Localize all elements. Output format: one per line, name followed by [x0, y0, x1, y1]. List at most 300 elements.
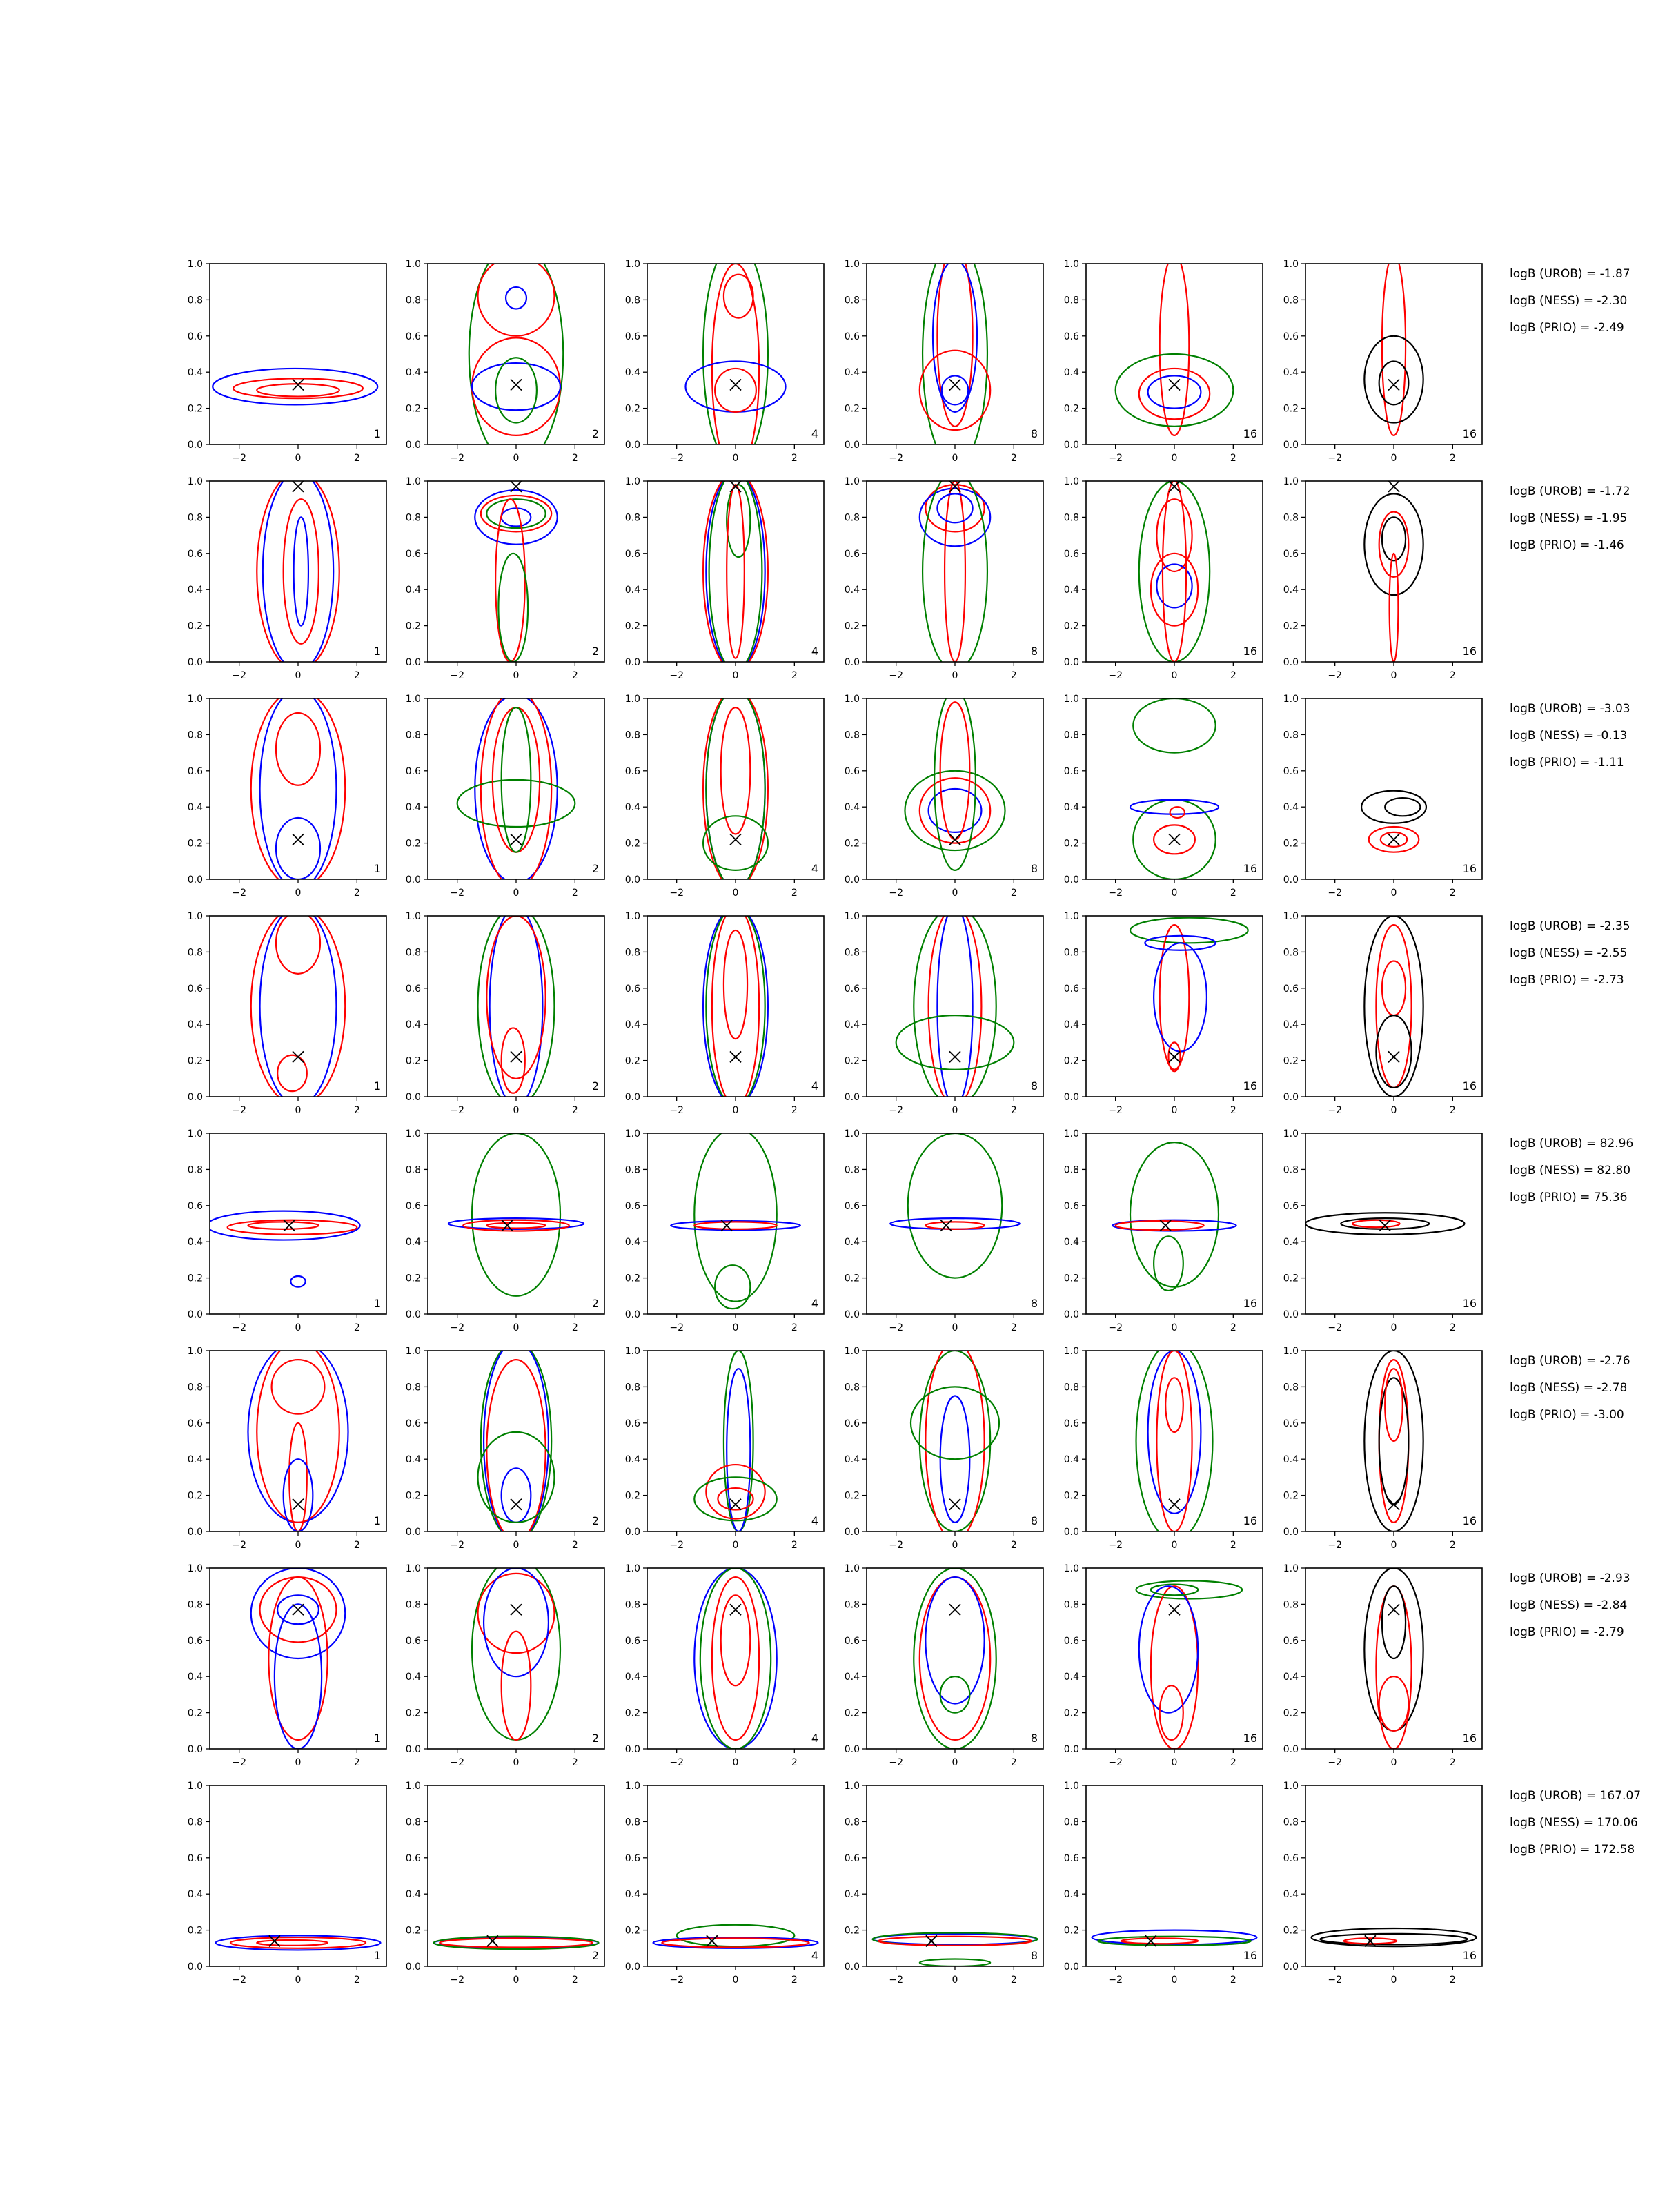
x-tick-label: 0 — [952, 1757, 958, 1768]
contour-blue — [290, 1276, 305, 1287]
y-tick-label: 0.0 — [1063, 657, 1079, 668]
panel-r8-c1 — [188, 1781, 386, 1986]
y-tick-label: 0.6 — [844, 1635, 860, 1647]
panel-corner-label: 4 — [811, 1079, 818, 1093]
panel-r6-c1 — [188, 1342, 386, 1551]
contour-red — [925, 1222, 984, 1229]
panel-corner-label: 16 — [1243, 427, 1257, 440]
y-tick-label: 0.8 — [187, 1817, 203, 1828]
panel-r3-c6 — [1283, 694, 1482, 899]
y-tick-label: 0.0 — [187, 440, 203, 451]
y-tick-label: 0.8 — [187, 295, 203, 306]
axes-frame — [428, 1133, 604, 1314]
y-tick-label: 0.6 — [1283, 1200, 1299, 1212]
axes-frame — [210, 916, 386, 1097]
logb-annotation: logB (NESS) = -2.55 — [1510, 946, 1628, 960]
contour-black — [1312, 1928, 1477, 1946]
x-tick-label: 0 — [1390, 1322, 1397, 1333]
y-tick-label: 0.6 — [1063, 548, 1079, 560]
y-tick-label: 1.0 — [1063, 911, 1079, 922]
x-tick-label: 0 — [295, 1322, 302, 1333]
y-tick-label: 0.0 — [1283, 1961, 1299, 1973]
panel-r1-c1 — [188, 259, 386, 464]
y-tick-label: 0.2 — [844, 1707, 860, 1719]
contour-red — [715, 369, 756, 412]
contour-red — [920, 1577, 990, 1740]
x-tick-label: 2 — [353, 1105, 360, 1116]
contour-red — [1382, 961, 1406, 1016]
y-tick-label: 0.6 — [405, 1418, 421, 1429]
x-tick-label: −2 — [1328, 1540, 1342, 1551]
x-tick-label: 0 — [295, 670, 302, 681]
y-tick-label: 0.0 — [1063, 1961, 1079, 1973]
axes-frame — [647, 698, 824, 879]
y-tick-label: 0.2 — [624, 1490, 640, 1502]
y-tick-label: 0.4 — [844, 367, 860, 379]
axes-frame — [1305, 264, 1482, 444]
y-tick-label: 0.6 — [1063, 765, 1079, 777]
x-tick-label: 2 — [571, 1322, 578, 1333]
y-tick-label: 0.8 — [844, 1382, 860, 1393]
x-tick-label: −2 — [889, 1322, 903, 1333]
x-tick-label: −2 — [1108, 1105, 1123, 1116]
y-tick-label: 0.8 — [1283, 295, 1299, 306]
y-tick-label: 0.0 — [405, 1527, 421, 1538]
x-tick-label: 2 — [1230, 1540, 1236, 1551]
panel-r3-c5 — [1064, 694, 1263, 899]
y-tick-label: 0.6 — [624, 765, 640, 777]
x-tick-label: 2 — [1010, 1322, 1017, 1333]
y-tick-label: 0.6 — [624, 548, 640, 560]
panel-corner-label: 8 — [1030, 1297, 1038, 1310]
contour-blue — [490, 907, 543, 1106]
contour-green — [706, 689, 765, 888]
panel-corner-label: 2 — [591, 645, 599, 658]
panel-r8-c5 — [1064, 1781, 1263, 1986]
y-tick-label: 0.0 — [405, 1309, 421, 1320]
x-tick-label: −2 — [1328, 888, 1342, 899]
axes-frame — [210, 264, 386, 444]
panel-corner-label: 8 — [1030, 427, 1038, 440]
contour-group — [1116, 255, 1234, 435]
panel-r1-c5 — [1064, 255, 1263, 464]
panel-r7-c2 — [406, 1559, 604, 1768]
contour-blue — [1154, 943, 1207, 1051]
y-tick-label: 0.8 — [1063, 1164, 1079, 1176]
logb-annotation: logB (NESS) = -0.13 — [1510, 729, 1628, 743]
y-tick-label: 0.0 — [1063, 1092, 1079, 1103]
x-tick-label: 0 — [952, 1540, 958, 1551]
y-tick-label: 1.0 — [1283, 476, 1299, 487]
x-tick-label: −2 — [1328, 1975, 1342, 1986]
contour-green — [706, 907, 765, 1106]
y-tick-label: 0.4 — [405, 1889, 421, 1901]
y-tick-label: 0.4 — [1063, 1672, 1079, 1683]
y-tick-label: 0.8 — [844, 295, 860, 306]
contour-red — [727, 485, 745, 658]
contour-blue — [502, 1468, 531, 1523]
contour-green — [896, 1015, 1014, 1070]
x-tick-label: −2 — [232, 1322, 246, 1333]
y-tick-label: 0.4 — [624, 1889, 640, 1901]
contour-black — [1364, 1568, 1423, 1731]
panel-r7-c1 — [188, 1563, 386, 1768]
contour-group — [248, 1342, 348, 1531]
contour-blue — [484, 1568, 549, 1676]
x-tick-label: 2 — [1449, 1540, 1456, 1551]
panel-corner-label: 2 — [591, 1079, 599, 1093]
x-tick-label: −2 — [450, 1975, 464, 1986]
y-tick-label: 0.6 — [405, 331, 421, 342]
panel-r6-c2 — [406, 1342, 604, 1551]
x-tick-label: 2 — [1010, 1757, 1017, 1768]
y-tick-label: 0.4 — [405, 802, 421, 814]
panel-r6-c5 — [1064, 1342, 1263, 1551]
contour-green — [911, 1387, 999, 1459]
logb-annotation: logB (NESS) = -1.95 — [1510, 511, 1628, 525]
y-tick-label: 0.6 — [405, 765, 421, 777]
panel-r3-c2 — [406, 689, 604, 899]
y-tick-label: 1.0 — [624, 911, 640, 922]
y-tick-label: 0.0 — [624, 874, 640, 885]
y-tick-label: 0.4 — [844, 1454, 860, 1466]
x-tick-label: −2 — [232, 1540, 246, 1551]
row-1 — [188, 242, 1630, 473]
x-tick-label: 0 — [513, 1322, 520, 1333]
y-tick-label: 0.2 — [187, 1707, 203, 1719]
y-tick-label: 0.4 — [1283, 802, 1299, 814]
x-tick-label: 2 — [1230, 1105, 1236, 1116]
y-tick-label: 0.6 — [405, 1852, 421, 1864]
panel-r6-c6 — [1283, 1346, 1482, 1551]
x-tick-label: 0 — [1390, 453, 1397, 464]
panel-r2-c1 — [188, 472, 386, 681]
y-tick-label: 1.0 — [1283, 1563, 1299, 1574]
logb-annotations — [1510, 702, 1630, 770]
contour-group — [216, 1935, 381, 1950]
y-tick-label: 0.4 — [1283, 1889, 1299, 1901]
y-tick-label: 0.4 — [624, 1672, 640, 1683]
y-tick-label: 1.0 — [187, 1563, 203, 1574]
y-tick-label: 1.0 — [624, 259, 640, 270]
y-tick-label: 0.2 — [405, 1055, 421, 1067]
y-tick-label: 0.0 — [187, 1961, 203, 1973]
y-tick-label: 0.4 — [187, 1019, 203, 1031]
contour-group — [469, 242, 564, 467]
y-tick-label: 0.8 — [624, 730, 640, 741]
x-tick-label: 0 — [295, 1757, 302, 1768]
contour-red — [257, 472, 339, 671]
x-tick-label: 0 — [1390, 1757, 1397, 1768]
y-tick-label: 0.6 — [844, 1418, 860, 1429]
x-tick-label: 2 — [571, 888, 578, 899]
y-tick-label: 0.4 — [187, 367, 203, 379]
y-tick-label: 0.4 — [1283, 1019, 1299, 1031]
x-tick-label: −2 — [232, 1975, 246, 1986]
y-tick-label: 0.4 — [187, 1889, 203, 1901]
y-tick-label: 0.0 — [1063, 1744, 1079, 1755]
x-tick-label: 0 — [513, 888, 520, 899]
contour-blue — [937, 493, 972, 522]
y-tick-label: 1.0 — [187, 1346, 203, 1357]
panel-corner-label: 16 — [1462, 862, 1477, 875]
contour-black — [1364, 493, 1423, 595]
y-tick-label: 0.4 — [844, 1672, 860, 1683]
y-tick-label: 0.6 — [187, 1635, 203, 1647]
y-tick-label: 0.8 — [1283, 512, 1299, 524]
y-tick-label: 0.0 — [624, 657, 640, 668]
panel-corner-label: 2 — [591, 427, 599, 440]
y-tick-label: 1.0 — [1063, 1346, 1079, 1357]
y-tick-label: 0.8 — [1283, 947, 1299, 959]
y-tick-label: 0.2 — [1283, 838, 1299, 850]
y-tick-label: 0.0 — [844, 1527, 860, 1538]
panel-corner-label: 1 — [373, 862, 381, 875]
y-tick-label: 0.8 — [1283, 1599, 1299, 1611]
contour-red — [920, 351, 990, 430]
x-tick-label: 0 — [1390, 670, 1397, 681]
contour-green — [1154, 1236, 1183, 1291]
contour-green — [1116, 354, 1234, 427]
contour-group — [1139, 481, 1210, 662]
y-tick-label: 0.6 — [624, 1418, 640, 1429]
contour-blue — [933, 260, 977, 412]
contour-red — [1151, 1586, 1198, 1749]
y-tick-label: 1.0 — [187, 911, 203, 922]
contour-red — [929, 907, 982, 1106]
x-tick-label: 2 — [791, 670, 798, 681]
y-tick-label: 0.8 — [405, 1382, 421, 1393]
logb-annotation: logB (UROB) = -3.03 — [1510, 702, 1630, 716]
x-tick-label: 0 — [1390, 888, 1397, 899]
x-tick-label: 0 — [732, 1540, 739, 1551]
contour-group — [653, 1925, 818, 1948]
y-tick-label: 0.0 — [844, 1961, 860, 1973]
contour-green — [1133, 698, 1215, 753]
panel-r1-c4 — [845, 242, 1043, 467]
contour-black — [1376, 1015, 1411, 1088]
x-tick-label: −2 — [669, 1105, 684, 1116]
y-tick-label: 0.0 — [1283, 440, 1299, 451]
panel-r1-c2 — [406, 242, 604, 467]
panel-corner-label: 2 — [591, 1297, 599, 1310]
x-tick-label: −2 — [1108, 1757, 1123, 1768]
y-tick-label: 0.8 — [187, 512, 203, 524]
contour-group — [251, 1568, 346, 1749]
logb-annotation: logB (UROB) = -2.93 — [1510, 1572, 1630, 1585]
panel-corner-label: 2 — [591, 1732, 599, 1745]
panel-r4-c3 — [625, 907, 824, 1116]
y-tick-label: 0.2 — [844, 838, 860, 850]
x-tick-label: −2 — [450, 453, 464, 464]
x-tick-label: 2 — [571, 1105, 578, 1116]
y-tick-label: 0.8 — [1063, 730, 1079, 741]
y-tick-label: 0.4 — [844, 1237, 860, 1249]
x-tick-label: −2 — [450, 1105, 464, 1116]
contour-group — [1092, 1930, 1257, 1946]
contour-green — [727, 485, 750, 557]
x-tick-label: 2 — [791, 1975, 798, 1986]
y-tick-label: 0.8 — [844, 947, 860, 959]
y-tick-label: 0.8 — [405, 1164, 421, 1176]
y-tick-label: 0.2 — [405, 838, 421, 850]
y-tick-label: 0.6 — [1063, 1852, 1079, 1864]
x-tick-label: 2 — [1449, 1975, 1456, 1986]
panel-corner-label: 8 — [1030, 1949, 1038, 1962]
y-tick-label: 0.8 — [187, 1164, 203, 1176]
y-tick-label: 0.4 — [624, 367, 640, 379]
y-tick-label: 0.8 — [624, 1817, 640, 1828]
panel-corner-label: 1 — [373, 1297, 381, 1310]
x-tick-label: 2 — [791, 1322, 798, 1333]
panel-r7-c4 — [845, 1563, 1043, 1768]
y-tick-label: 1.0 — [405, 1781, 421, 1792]
y-tick-label: 0.6 — [405, 983, 421, 995]
x-tick-label: 0 — [1171, 1975, 1178, 1986]
x-tick-label: 0 — [952, 670, 958, 681]
contour-group — [685, 242, 785, 473]
y-tick-label: 0.8 — [1063, 1599, 1079, 1611]
y-tick-label: 0.2 — [1063, 620, 1079, 632]
axes-frame — [1305, 481, 1482, 662]
y-tick-label: 0.2 — [187, 620, 203, 632]
panel-corner-label: 16 — [1243, 1297, 1257, 1310]
y-tick-label: 0.8 — [405, 1817, 421, 1828]
contour-group — [1312, 1928, 1477, 1946]
y-tick-label: 1.0 — [624, 476, 640, 487]
y-tick-label: 0.0 — [1283, 657, 1299, 668]
logb-annotation: logB (PRIO) = -1.46 — [1510, 538, 1624, 552]
panel-corner-label: 16 — [1243, 1514, 1257, 1527]
y-tick-label: 0.2 — [405, 1490, 421, 1502]
x-tick-label: −2 — [450, 1540, 464, 1551]
contour-blue — [213, 369, 377, 404]
panel-r5-c5 — [1064, 1128, 1263, 1333]
contour-blue — [251, 1568, 346, 1658]
contour-red — [920, 778, 990, 843]
x-tick-label: −2 — [232, 453, 246, 464]
y-tick-label: 0.2 — [187, 403, 203, 415]
axes-frame — [1086, 698, 1263, 879]
x-tick-label: −2 — [1108, 1540, 1123, 1551]
y-tick-label: 0.6 — [187, 548, 203, 560]
contour-group — [213, 369, 377, 404]
y-tick-label: 0.4 — [1063, 1237, 1079, 1249]
y-tick-label: 0.4 — [624, 585, 640, 596]
axes-frame — [1305, 1133, 1482, 1314]
logb-annotation: logB (NESS) = 170.06 — [1510, 1816, 1638, 1830]
contour-group — [911, 1342, 999, 1540]
y-tick-label: 0.6 — [1283, 331, 1299, 342]
y-tick-label: 0.2 — [1063, 1490, 1079, 1502]
y-tick-label: 0.2 — [1063, 1925, 1079, 1937]
x-tick-label: 0 — [952, 1322, 958, 1333]
y-tick-label: 0.2 — [844, 620, 860, 632]
y-tick-label: 0.0 — [405, 1092, 421, 1103]
contour-group — [896, 907, 1014, 1106]
y-tick-label: 0.2 — [187, 1055, 203, 1067]
panel-corner-label: 1 — [373, 1514, 381, 1527]
x-tick-label: −2 — [232, 670, 246, 681]
contour-group — [1361, 791, 1426, 852]
y-tick-label: 0.4 — [624, 1454, 640, 1466]
y-tick-label: 0.6 — [1283, 1852, 1299, 1864]
axes-frame — [867, 1568, 1043, 1749]
y-tick-label: 0.0 — [1283, 874, 1299, 885]
panel-corner-label: 8 — [1030, 1079, 1038, 1093]
x-tick-label: −2 — [450, 1322, 464, 1333]
x-tick-label: −2 — [1108, 1975, 1123, 1986]
y-tick-label: 0.6 — [1063, 331, 1079, 342]
contour-black — [1361, 791, 1426, 823]
y-tick-label: 1.0 — [1283, 1128, 1299, 1139]
y-tick-label: 0.6 — [405, 1200, 421, 1212]
x-tick-label: 2 — [571, 1540, 578, 1551]
axes-frame — [428, 1568, 604, 1749]
y-tick-label: 0.8 — [1283, 1817, 1299, 1828]
y-tick-label: 1.0 — [844, 1781, 860, 1792]
x-tick-label: 2 — [1010, 1105, 1017, 1116]
y-tick-label: 0.4 — [844, 1019, 860, 1031]
y-tick-label: 1.0 — [1283, 694, 1299, 705]
x-tick-label: 2 — [353, 888, 360, 899]
contour-green — [923, 242, 987, 467]
y-tick-label: 0.4 — [405, 1672, 421, 1683]
y-tick-label: 0.8 — [1063, 295, 1079, 306]
y-tick-label: 0.2 — [624, 838, 640, 850]
x-tick-label: 2 — [1230, 1975, 1236, 1986]
y-tick-label: 0.2 — [187, 1925, 203, 1937]
contour-blue — [284, 1459, 313, 1531]
x-tick-label: −2 — [1328, 1322, 1342, 1333]
panel-corner-label: 2 — [591, 1949, 599, 1962]
panel-r3-c1 — [188, 689, 386, 899]
panel-r8-c6 — [1283, 1781, 1482, 1986]
contour-blue — [263, 472, 333, 671]
contour-blue — [937, 907, 972, 1106]
y-tick-label: 1.0 — [1063, 259, 1079, 270]
panel-corner-label: 1 — [373, 427, 381, 440]
logb-annotation: logB (UROB) = -1.72 — [1510, 485, 1630, 498]
logb-annotation: logB (UROB) = 82.96 — [1510, 1137, 1634, 1151]
contour-red — [1160, 925, 1190, 1070]
contour-group — [1364, 1568, 1423, 1749]
y-tick-label: 0.6 — [844, 548, 860, 560]
y-tick-label: 0.4 — [1063, 367, 1079, 379]
y-tick-label: 0.2 — [1283, 1055, 1299, 1067]
x-tick-label: 2 — [1230, 670, 1236, 681]
y-tick-label: 0.6 — [844, 983, 860, 995]
contour-red — [1379, 1676, 1409, 1731]
panel-corner-label: 1 — [373, 1732, 381, 1745]
contour-group — [671, 1128, 800, 1309]
logb-annotation: logB (NESS) = 82.80 — [1510, 1164, 1631, 1177]
y-tick-label: 0.2 — [1283, 620, 1299, 632]
y-tick-label: 0.6 — [624, 331, 640, 342]
contour-green — [715, 1265, 750, 1309]
x-tick-label: 0 — [1171, 1540, 1178, 1551]
row-3 — [188, 689, 1630, 899]
y-tick-label: 0.8 — [624, 1599, 640, 1611]
contour-blue — [506, 287, 526, 309]
logb-annotation: logB (PRIO) = -3.00 — [1510, 1408, 1624, 1422]
y-tick-label: 0.6 — [1283, 1418, 1299, 1429]
logb-annotation: logB (NESS) = -2.84 — [1510, 1598, 1628, 1612]
axes-frame — [647, 481, 824, 662]
contour-group — [1136, 1342, 1213, 1540]
y-tick-label: 0.4 — [1063, 802, 1079, 814]
contour-red — [1121, 1938, 1198, 1944]
